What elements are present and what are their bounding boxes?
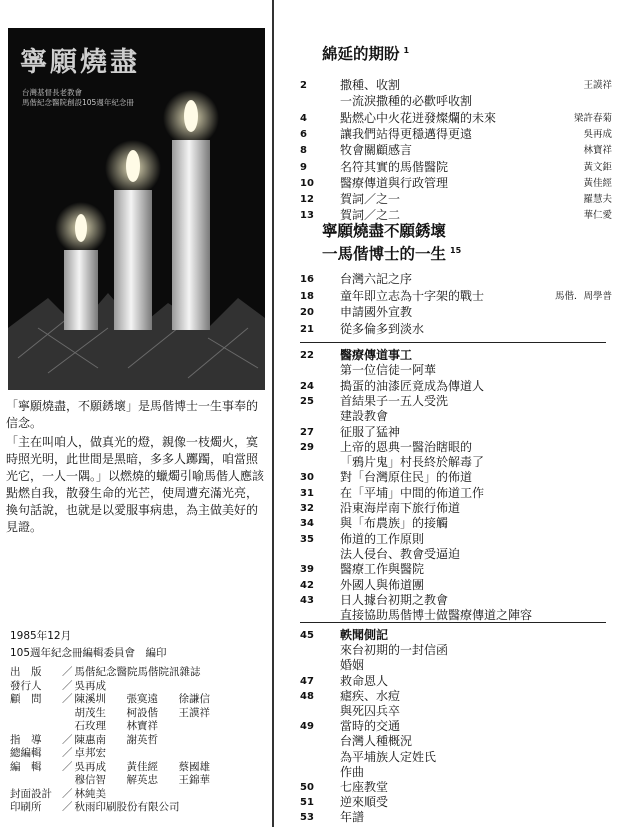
toc-page-number: 53: [300, 812, 314, 824]
toc-entry: [300, 532, 616, 547]
credit-row: [10, 788, 231, 802]
toc-entry: [300, 143, 616, 158]
toc-title: 來台初期的一封信函: [340, 643, 449, 658]
candles-illustration: [8, 28, 265, 390]
toc-entry: [300, 94, 616, 109]
toc-page-number: 4: [300, 112, 307, 124]
toc-title: 賀詞／之一: [340, 192, 401, 207]
toc-page-number: 13: [300, 210, 314, 222]
section-page-number: 15: [450, 246, 462, 255]
toc-entry: [300, 379, 616, 394]
toc-entry: [300, 440, 616, 455]
credit-separator: ／: [62, 666, 73, 678]
credit-name: 陳惠南: [74, 733, 106, 746]
credit-name: 秋雨印刷股份有限公司: [74, 801, 180, 813]
credit-name: 卓邦宏: [74, 747, 106, 759]
credit-name: 徐謙信: [178, 693, 210, 705]
toc-title: 沿東海岸南下旅行佈道: [340, 501, 461, 515]
caption-paragraph: 「主在叫咱人，做真光的燈，親像一枝燭火，寞時照光明，此世間是黑暗，多多人躑躅，咱當照光它，一人一隅。」以燃燒的蠟燭引喻馬偕人應該點燃自我，散發生命的光芒，使周遭充滿光亮，換句話說，也就是以愛服事病患，為主做美好的見證。: [6, 435, 265, 534]
toc-title: 作曲: [340, 764, 365, 779]
credit-row: [10, 774, 231, 788]
toc-page-number: 21: [300, 323, 314, 335]
toc-entry: [300, 608, 616, 623]
toc-author: 黃佳經: [583, 177, 612, 189]
toc-title: 上帝的恩典一醫治瞎眼的: [340, 439, 473, 454]
credit-name: 林寶祥: [126, 720, 158, 732]
toc-divider: [300, 342, 606, 343]
toc-page-number: 24: [300, 380, 314, 392]
toc-page-number: 6: [300, 128, 307, 140]
toc-page-number: 9: [300, 161, 307, 173]
credit-name: 石玫理: [74, 720, 106, 732]
toc-section-title: 綿延的期盼 $^1$: [322, 45, 410, 63]
toc-page-number: 39: [300, 564, 314, 576]
toc-page-number: 50: [300, 782, 314, 793]
credit-row: [10, 720, 231, 734]
toc-author: 馬偕．周學普: [554, 290, 612, 302]
toc-page-number: 45: [300, 630, 314, 641]
toc-title: 一流淚撒種的必歡呼收割: [340, 94, 473, 109]
toc-title: 外國人與佈道團: [340, 577, 425, 592]
toc-page-number: 51: [300, 797, 314, 809]
cover-title: 寧願燒盡: [20, 47, 140, 78]
toc-title: 申請國外宣教: [340, 305, 413, 319]
toc-title: 台灣人種概況: [340, 734, 413, 749]
toc-title: 婚姻: [340, 658, 365, 673]
toc-entry: [300, 192, 616, 207]
toc-section-title: 寧願燒盡不願銹壞 一馬偕博士的一生 $^{15}$: [322, 222, 462, 264]
toc-page-number: 43: [300, 594, 314, 606]
toc-page-number: 20: [300, 307, 314, 318]
toc-title: 醫療工作與醫院: [340, 562, 425, 577]
toc-title: 搗蛋的油漆匠竟成為傳道人: [340, 378, 485, 393]
toc-author: 吳再成: [583, 128, 612, 140]
credit-row: [10, 707, 231, 721]
column-divider: [272, 0, 274, 827]
toc-title: 「鴉片鬼」村長終於解毒了: [340, 455, 485, 470]
toc-entry: [300, 674, 616, 689]
toc-entry: [300, 127, 616, 142]
toc-page-number: 42: [300, 579, 314, 591]
toc-page-number: 29: [300, 441, 314, 453]
toc-title: 對「台灣原住民」的佈道: [340, 470, 473, 485]
section-page-number: 1: [403, 45, 410, 55]
credit-name: 解英忠: [126, 774, 158, 786]
toc-page-number: 32: [300, 503, 314, 514]
toc-entry: [300, 409, 616, 424]
credit-name: 蔡國雄: [178, 760, 210, 773]
toc-title: 直接協助馬偕博士做醫療傳道之陣容: [340, 608, 533, 623]
toc-entry: [300, 322, 616, 337]
toc-author: 梁許春菊: [573, 112, 612, 124]
toc-title: 七座教堂: [340, 780, 389, 794]
toc-author: 林寶祥: [583, 145, 612, 157]
credit-label: 印刷所: [10, 801, 42, 813]
publication-date: 1985年12月: [10, 630, 72, 642]
toc-title: 賀詞／之二: [340, 208, 401, 223]
credit-label: 封面設計: [10, 787, 52, 800]
toc-title: 台灣六記之序: [340, 272, 413, 286]
credit-label: 發行人: [10, 679, 42, 692]
toc-entry: [300, 719, 616, 734]
toc-title: 點燃心中火花迸發燦爛的未來: [340, 110, 497, 125]
cover-caption: [6, 398, 268, 538]
credit-name: 謝英哲: [126, 733, 158, 746]
toc-author: 王謨祥: [583, 80, 612, 91]
toc-title: 從多倫多到淡水: [340, 321, 425, 336]
toc-page-number: 47: [300, 675, 314, 687]
toc-entry: [300, 455, 616, 470]
toc-author: 羅慧夫: [583, 194, 612, 206]
toc-title: 與「布農族」的接觸: [340, 516, 449, 531]
toc-page-number: 27: [300, 426, 314, 438]
credit-label: [10, 707, 62, 721]
toc-title: 軼聞側記: [340, 628, 389, 642]
credit-name: 吳再成: [74, 760, 106, 773]
credit-name: 林純美: [74, 787, 106, 800]
toc-title: 醫療傳道與行政管理: [340, 175, 449, 190]
toc-entry: [300, 593, 616, 608]
credit-name: 穆信智: [74, 774, 106, 786]
toc-entry: [300, 272, 616, 287]
toc-author: 華仁愛: [583, 210, 612, 222]
credit-name: 柯設偕: [126, 706, 158, 719]
toc-entry: [300, 363, 616, 378]
toc-entry: [300, 501, 616, 516]
toc-page-number: 31: [300, 487, 314, 499]
credit-separator: ／: [62, 747, 73, 759]
credits-list: [10, 666, 231, 815]
credit-row: [10, 734, 231, 748]
cover-image: [8, 28, 265, 390]
toc-entry: [300, 305, 616, 320]
credit-separator: ／: [62, 760, 73, 773]
toc-title: 醫療傳道事工: [340, 348, 413, 362]
toc-entry: [300, 486, 616, 501]
toc-entry: [300, 516, 616, 531]
toc-divider: [300, 622, 606, 623]
toc-page-number: 8: [300, 145, 307, 157]
toc-page-number: 2: [300, 80, 307, 91]
toc-page-number: 25: [300, 395, 314, 407]
credit-label: [10, 720, 62, 734]
toc-page-number: 12: [300, 194, 314, 206]
toc-entry: [300, 289, 616, 304]
toc-title: 名符其實的馬偕醫院: [340, 159, 449, 174]
credit-separator: [62, 720, 73, 734]
toc-title: 為平埔族人定姓氏: [340, 749, 437, 764]
toc-page-number: 16: [300, 274, 314, 285]
credit-name: 吳再成: [74, 679, 106, 692]
credit-separator: ／: [62, 787, 73, 800]
credit-row: [10, 747, 231, 761]
toc-title: 首結果子一五人受洗: [340, 393, 449, 408]
toc-page-number: 10: [300, 177, 314, 189]
credit-separator: ／: [62, 693, 73, 705]
credit-label: 指 導: [10, 733, 42, 746]
credit-row: [10, 801, 231, 815]
toc-page-number: 30: [300, 472, 314, 484]
toc-entry: [300, 810, 616, 825]
toc-title: 征服了猛神: [340, 424, 401, 439]
publisher-line: 105週年紀念冊編輯委員會 編印: [10, 647, 167, 659]
toc-title: 法人侵台、教會受逼迫: [340, 546, 461, 561]
toc-title: 牧會關顧感言: [340, 143, 413, 158]
credit-name: 黃佳經: [126, 760, 158, 773]
toc-page-number: 49: [300, 721, 314, 733]
toc-entry: [300, 176, 616, 191]
toc-title: 第一位信徒一阿華: [340, 363, 437, 378]
toc-entry: [300, 734, 616, 749]
credit-name: 胡茂生: [74, 706, 106, 719]
toc-entry: [300, 547, 616, 562]
credit-label: 編 輯: [10, 760, 42, 773]
credit-separator: ／: [62, 679, 73, 692]
toc-entry: [300, 562, 616, 577]
toc-entry: [300, 78, 616, 93]
credit-separator: [62, 707, 73, 721]
toc-title: 讓我們站得更穩邁得更遠: [340, 126, 473, 141]
toc-entry: [300, 425, 616, 440]
toc-entry: [300, 750, 616, 765]
toc-entry: [300, 470, 616, 485]
toc-title: 童年即立志為十字架的戰士: [340, 288, 485, 303]
toc-entry: [300, 780, 616, 795]
credit-label: 總編輯: [10, 747, 42, 759]
toc-author: 黃文鉅: [583, 161, 612, 173]
toc-title: 撒種、收割: [340, 78, 401, 92]
toc-title: 年譜: [340, 810, 365, 825]
toc-page-number: 22: [300, 350, 314, 361]
credit-separator: ／: [62, 801, 73, 813]
toc-entry: [300, 111, 616, 126]
toc-entry: [300, 658, 616, 673]
cover-subtitle: 台灣基督長老教會 馬偕紀念醫院創設105週年紀念冊: [22, 88, 134, 107]
toc-title: 救命恩人: [340, 673, 389, 688]
credit-separator: ／: [62, 733, 73, 746]
toc-entry: [300, 704, 616, 719]
toc-title: 在「平埔」中間的佈道工作: [340, 485, 485, 500]
credit-row: [10, 680, 231, 694]
credit-row: [10, 666, 231, 680]
toc-entry: [300, 689, 616, 704]
credit-name: 陳溪圳: [74, 693, 106, 705]
toc-title: 佈道的工作原則: [340, 531, 425, 546]
credit-label: [10, 774, 62, 788]
credit-separator: [62, 774, 73, 788]
toc-title: 瘧疾、水痘: [340, 688, 401, 703]
credit-name: 王錦華: [178, 774, 210, 786]
credit-name: 馬偕紀念醫院馬偕院訊雜誌: [74, 666, 201, 678]
credit-label: 顧 問: [10, 693, 42, 705]
toc-title: 日人據台初期之教會: [340, 592, 449, 607]
toc-title: 建設教會: [340, 409, 389, 424]
toc-page-number: 34: [300, 518, 314, 530]
toc-title: 逆來順受: [340, 795, 389, 810]
toc-entry: [300, 795, 616, 810]
toc-page-number: 18: [300, 290, 314, 302]
toc-entry: [300, 628, 616, 643]
caption-paragraph: 「寧願燒盡，不願銹壞」是馬偕博士一生事奉的信念。: [6, 399, 259, 430]
toc-entry: [300, 394, 616, 409]
credit-name: 張寞遠: [126, 693, 158, 705]
credit-row: [10, 761, 231, 775]
credit-name: 王謨祥: [178, 706, 210, 719]
toc-entry: [300, 578, 616, 593]
toc-entry: [300, 160, 616, 175]
toc-page-number: 35: [300, 533, 314, 545]
toc-title: 當時的交通: [340, 719, 401, 734]
toc-entry: [300, 348, 616, 363]
toc-entry: [300, 643, 616, 658]
toc-title: 與死囚兵卒: [340, 704, 401, 718]
toc-page-number: 48: [300, 690, 314, 702]
credit-label: 出 版: [10, 666, 42, 678]
toc-entry: [300, 765, 616, 780]
credit-row: [10, 693, 231, 707]
